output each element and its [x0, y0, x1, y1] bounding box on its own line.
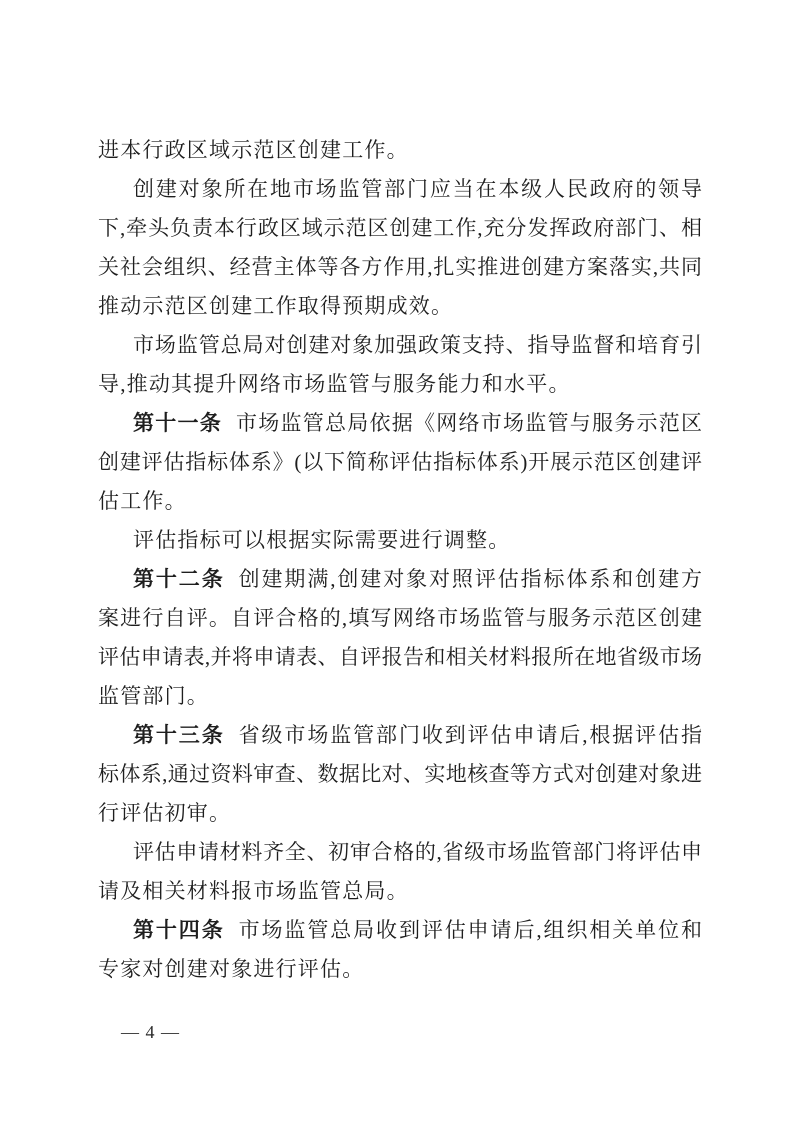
text-line	[98, 443, 702, 482]
line-text: 关社会组织、经营主体等各方作用,扎实推进创建方案落实,共同	[98, 255, 702, 279]
line-text: 行评估初审。	[98, 801, 232, 825]
text-line	[98, 365, 702, 404]
line-text: 下,牵头负责本行政区域示范区创建工作,充分发挥政府部门、相	[98, 216, 702, 240]
text-line	[98, 404, 702, 443]
line-text: 监管部门。	[98, 684, 209, 708]
text-line	[98, 287, 702, 326]
line-text: 市场监管总局依据《网络市场监管与服务示范区	[236, 411, 702, 435]
text-line	[98, 716, 702, 755]
text-line	[98, 599, 702, 638]
line-text: 导,推动其提升网络市场监管与服务能力和水平。	[98, 372, 571, 396]
article-number-term: 第十二条	[133, 568, 225, 591]
line-text: 进本行政区域示范区创建工作。	[98, 138, 409, 162]
text-line	[98, 209, 702, 248]
text-line	[98, 170, 702, 209]
text-line	[98, 638, 702, 677]
article-number-term: 第十一条	[133, 412, 222, 435]
line-text: 推动示范区创建工作取得预期成效。	[98, 294, 454, 318]
article-number-term: 第十四条	[133, 919, 225, 942]
text-line	[98, 677, 702, 716]
text-line	[98, 521, 702, 560]
line-text: 创建评估指标体系》(以下简称评估指标体系)开展示范区创建评	[98, 450, 702, 474]
document-body	[98, 131, 702, 989]
text-line	[98, 248, 702, 287]
line-text: 估工作。	[98, 489, 187, 513]
line-text: 案进行自评。自评合格的,填写网络市场监管与服务示范区创建	[98, 606, 702, 630]
text-line	[98, 872, 702, 911]
text-line	[98, 482, 702, 521]
line-text: 省级市场监管部门收到评估申请后,根据评估指	[238, 723, 702, 747]
line-text: 市场监管总局对创建对象加强政策支持、指导监督和培育引	[133, 333, 702, 357]
text-line	[98, 911, 702, 950]
line-text: 评估申请材料齐全、初审合格的,省级市场监管部门将评估申	[133, 840, 702, 864]
line-text: 评估申请表,并将申请表、自评报告和相关材料报所在地省级市场	[98, 645, 702, 669]
line-text: 专家对创建对象进行评估。	[98, 957, 365, 981]
text-line	[98, 131, 702, 170]
page-number: — 4 —	[121, 1022, 180, 1042]
text-line	[98, 560, 702, 599]
line-text: 请及相关材料报市场监管总局。	[98, 879, 409, 903]
line-text: 创建期满,创建对象对照评估指标体系和创建方	[238, 567, 702, 591]
line-text: 市场监管总局收到评估申请后,组织相关单位和	[238, 918, 702, 942]
text-line	[98, 326, 702, 365]
line-text: 评估指标可以根据实际需要进行调整。	[133, 528, 511, 552]
text-line	[98, 833, 702, 872]
text-line	[98, 950, 702, 989]
line-text: 标体系,通过资料审查、数据比对、实地核查等方式对创建对象进	[98, 762, 702, 786]
line-text: 创建对象所在地市场监管部门应当在本级人民政府的领导	[133, 177, 702, 201]
text-line	[98, 755, 702, 794]
text-line	[98, 794, 702, 833]
article-number-term: 第十三条	[133, 724, 225, 747]
